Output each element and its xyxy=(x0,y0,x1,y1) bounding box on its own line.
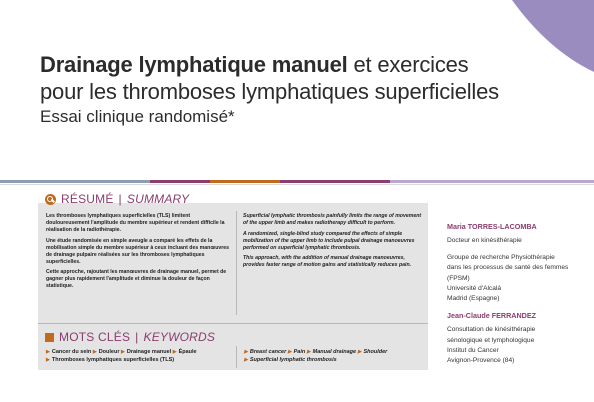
arrow-icon: ▶ xyxy=(244,349,248,355)
author-affiliation xyxy=(447,325,587,367)
author-name: Maria TORRES-LACOMBA xyxy=(447,222,537,231)
summary-heading-fr: RÉSUMÉ xyxy=(61,192,114,206)
affiliation-line: Docteur en kinésithérapie xyxy=(447,237,522,245)
summary-heading-en: SUMMARY xyxy=(126,192,190,206)
article-subtitle: Essai clinique randomisé* xyxy=(40,107,235,126)
keyword: Pain xyxy=(293,349,306,355)
affiliation-line: dans les processus de santé des femmes xyxy=(447,264,569,272)
abstract-english xyxy=(243,213,423,273)
affiliation-line: Madrid (Espagne) xyxy=(447,295,500,303)
abstract-en-paragraph: This approach, with the addition of manual drainage manoeuvres, provides faster range of motion gains and statistically reduces pain. xyxy=(243,255,412,268)
arrow-icon: ▶ xyxy=(287,349,292,355)
article-title xyxy=(40,51,560,128)
keywords-french xyxy=(46,348,234,364)
heading-separator: | xyxy=(135,330,139,344)
author-affiliation xyxy=(447,236,587,304)
keywords-english xyxy=(244,348,424,364)
abstract-fr-paragraph: Les thromboses lymphatiques superficielles (TLS) limitent douloureusement l'amplitude du membre supérieur et rendent difficile la réalisation de la radiothérapie. xyxy=(46,213,225,233)
keyword: Drainage manuel xyxy=(126,349,172,355)
abstract-en-paragraph: Superficial lymphatic thrombosis painfully limits the range of movement of the upper limb and makes radiotherapy difficult to perform. xyxy=(243,213,422,226)
keyword: Breast cancer xyxy=(249,349,287,355)
title-bold: Drainage lymphatique manuel xyxy=(40,52,348,77)
affiliation-line: Groupe de recherche Physiothérapie xyxy=(447,253,555,261)
affiliation-line: sénologique et lymphologique xyxy=(447,336,535,344)
keyword: Cancer du sein xyxy=(51,349,92,355)
affiliation-line: Avignon-Provence (84) xyxy=(447,357,515,365)
column-divider xyxy=(236,346,237,368)
affiliation-line: Consultation de kinésithérapie xyxy=(447,326,536,334)
arrow-icon: ▶ xyxy=(121,349,125,355)
affiliation-line: (FPSM) xyxy=(447,274,470,282)
column-divider xyxy=(236,211,237,315)
summary-heading xyxy=(45,192,189,206)
keyword: Manual drainage xyxy=(312,349,357,355)
title-rest: et exercices xyxy=(347,52,469,77)
keyword: Épaule xyxy=(178,349,197,355)
section-divider xyxy=(38,323,428,324)
arrow-icon: ▶ xyxy=(172,349,177,355)
title-line2: pour les thromboses lymphatiques superficielles xyxy=(40,79,499,104)
keywords-heading-en: KEYWORDS xyxy=(143,330,216,344)
arrow-icon: ▶ xyxy=(46,357,50,363)
abstract-fr-paragraph: Cette approche, rajoutant les manœuvres de drainage manuel, permet de gagner plus rapidement l'amplitude et diminue la douleur de façon statistique. xyxy=(46,269,227,289)
color-divider xyxy=(0,178,594,186)
authors-block xyxy=(447,222,587,373)
author-name: Jean-Claude FERRANDEZ xyxy=(447,310,537,320)
keyword: Superficial lymphatic thrombosis xyxy=(249,357,337,363)
abstract-fr-paragraph: Une étude randomisée en simple aveugle a comparé les effets de la mobilisation simple du membre supérieur à ceux incluant des manœuvres de drainage pulpaire réalisées sur les thromboses lymphatiques superficielles. xyxy=(46,237,230,265)
affiliation-line: Institut du Cancer xyxy=(447,347,499,355)
search-icon xyxy=(45,194,56,205)
arrow-icon: ▶ xyxy=(92,349,97,355)
keyword: Thromboses lymphatiques superficielles (TLS) xyxy=(51,357,175,363)
arrow-icon: ▶ xyxy=(306,349,311,355)
affiliation-line: Université d'Alcalá xyxy=(447,285,502,293)
keywords-heading-fr: MOTS CLÉS xyxy=(59,330,131,344)
arrow-icon: ▶ xyxy=(357,349,362,355)
square-bullet-icon xyxy=(45,333,54,342)
arrow-icon: ▶ xyxy=(46,349,50,355)
keyword: Douleur xyxy=(98,349,120,355)
abstract-en-paragraph: A randomized, single-blind study compared the effects of simple mobilization of the upper limb to include pulpal drainage manoeuvres performed on superficial lymphatic thrombosis. xyxy=(243,230,415,251)
heading-separator: | xyxy=(118,192,122,206)
abstract-french xyxy=(46,213,230,294)
keywords-heading xyxy=(45,330,215,344)
arrow-icon: ▶ xyxy=(244,357,248,363)
keyword: Shoulder xyxy=(363,349,388,355)
